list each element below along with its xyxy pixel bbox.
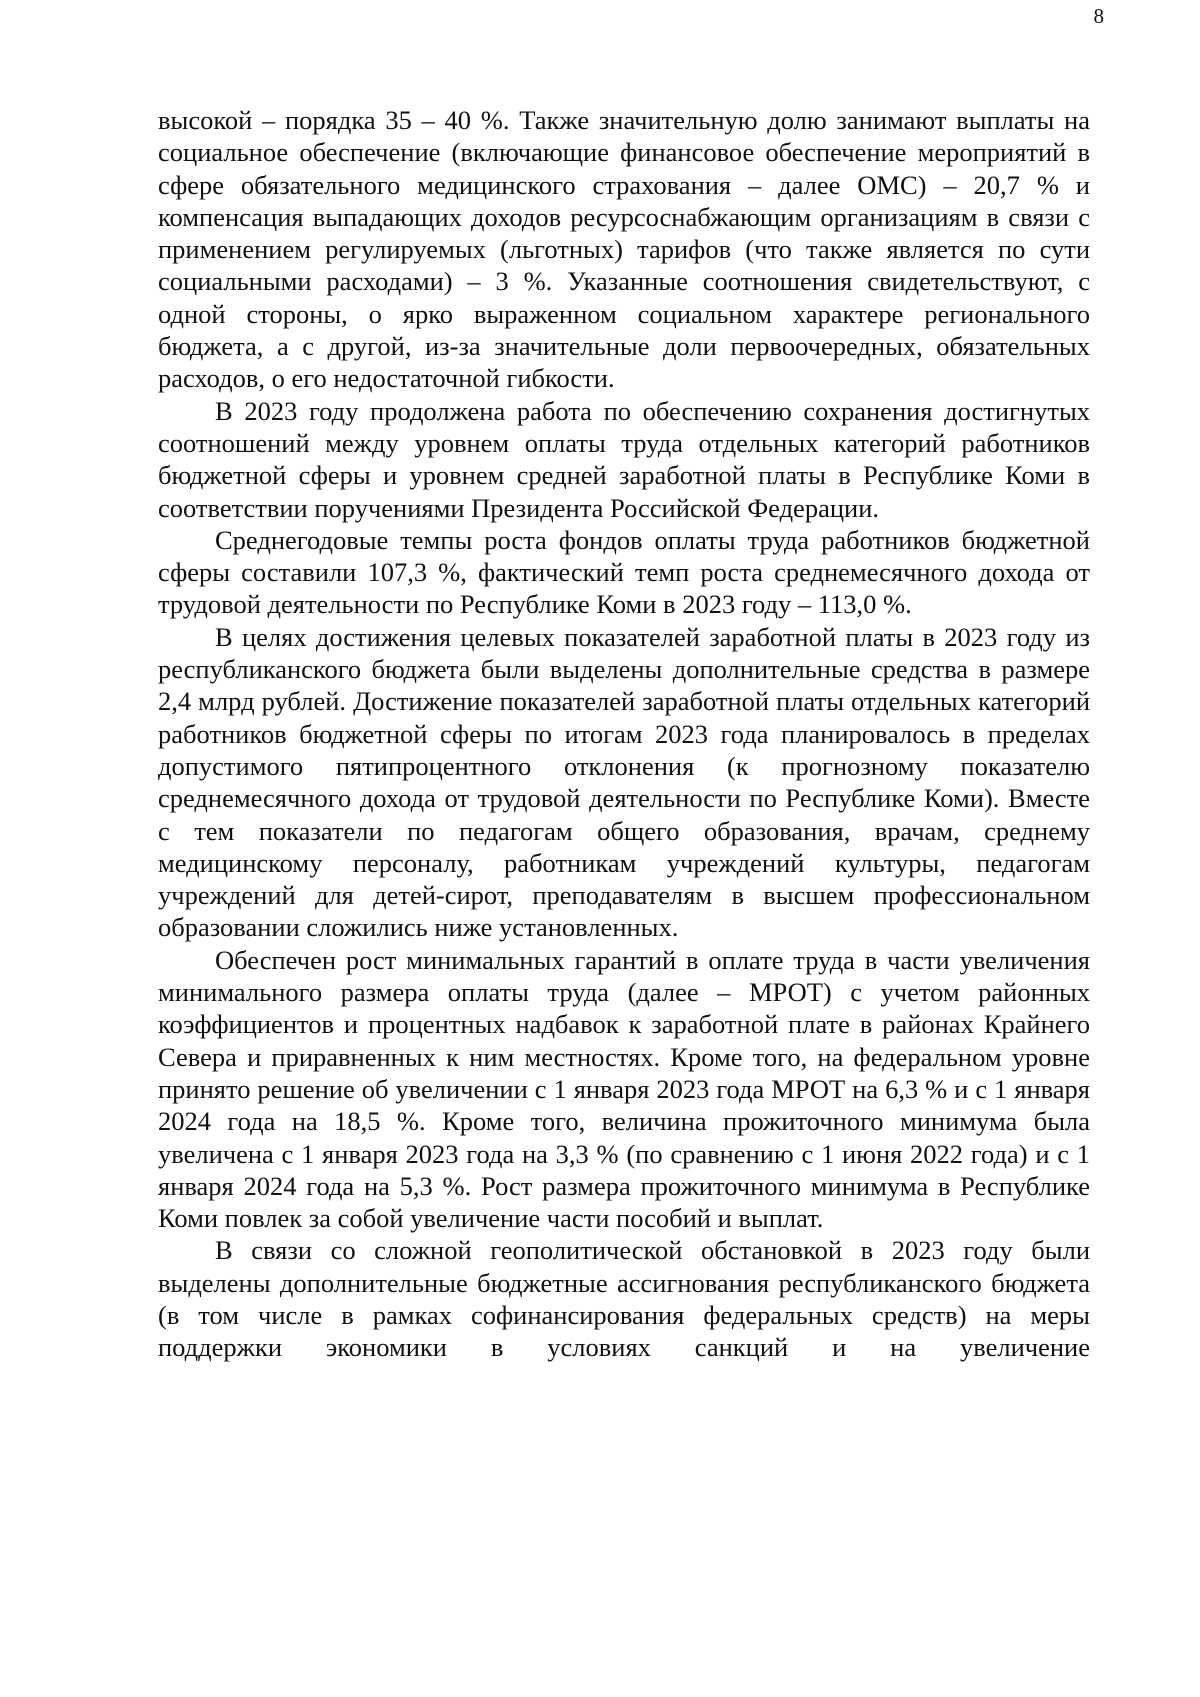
paragraph-target-wage-indicators: В целях достижения целевых показателей заработной платы в 2023 году из республиканского бюджета были выделены дополнительные средства в размере 2,4 млрд рублей. Достижение показателей заработной платы отдельных категорий работников бюджетной сферы по итогам 2023 года планировалось в пределах допустимого пятипроцентного отклонения (к прогнозному показателю среднемесячного дохода от трудовой деятельности по Республике Коми). Вместе с тем показатели по педагогам общего образования, врачам, среднему медицинскому персоналу, работникам учреждений культуры, педагогам учреждений для детей-сирот, преподавателям в высшем профессиональном образовании сложились ниже установленных. [158,621,1090,943]
document-body [158,104,1090,1364]
page-number: 8 [1093,4,1104,28]
paragraph-wage-fund-growth: Среднегодовые темпы роста фондов оплаты труда работников бюджетной сферы составили 107,3 %, фактический темп роста среднемесячного дохода от трудовой деятельности по Республике Коми в 2023 году – 113,0 %. [158,524,1090,620]
paragraph-geopolitical-situation: В связи со сложной геополитической обстановкой в 2023 году были выделены дополнительные бюджетные ассигнования республиканского бюджета (в том числе в рамках софинансирования федеральных средств) на меры поддержки экономики в условиях санкций и на увеличение [158,1235,1090,1363]
paragraph-minimum-wage: Обеспечен рост минимальных гарантий в оплате труда в части увеличения минимального размера оплаты труда (далее – МРОТ) с учетом районных коэффициентов и процентных надбавок к заработной плате в районах Крайнего Севера и приравненных к ним местностях. Кроме того, на федеральном уровне принято решение об увеличении с 1 января 2023 года МРОТ на 6,3 % и с 1 января 2024 года на 18,5 %. Кроме того, величина прожиточного минимума была увеличена с 1 января 2023 года на 3,3 % (по сравнению с 1 июня 2022 года) и с 1 января 2024 года на 5,3 %. Рост размера прожиточного минимума в Республике Коми повлек за собой увеличение части пособий и выплат. [158,944,1090,1234]
paragraph-social-spending: высокой – порядка 35 – 40 %. Также значительную долю занимают выплаты на социальное обеспечение (включающие финансовое обеспечение мероприятий в сфере обязательного медицинского страхования – далее ОМС) – 20,7 % и компенсация выпадающих доходов ресурсоснабжающим организациям в связи с применением регулируемых (льготных) тарифов (что также является по сути социальными расходами) – 3 %. Указанные соотношения свидетельствуют, с одной стороны, о ярко выраженном социальном характере регионального бюджета, а с другой, из-за значительные доли первоочередных, обязательных расходов, о его недостаточной гибкости. [158,105,1090,394]
paragraph-wage-ratios: В 2023 году продолжена работа по обеспечению сохранения достигнутых соотношений между уровнем оплаты труда отдельных категорий работников бюджетной сферы и уровнем средней заработной платы в Республике Коми в соответствии поручениями Президента Российской Федерации. [158,395,1090,523]
